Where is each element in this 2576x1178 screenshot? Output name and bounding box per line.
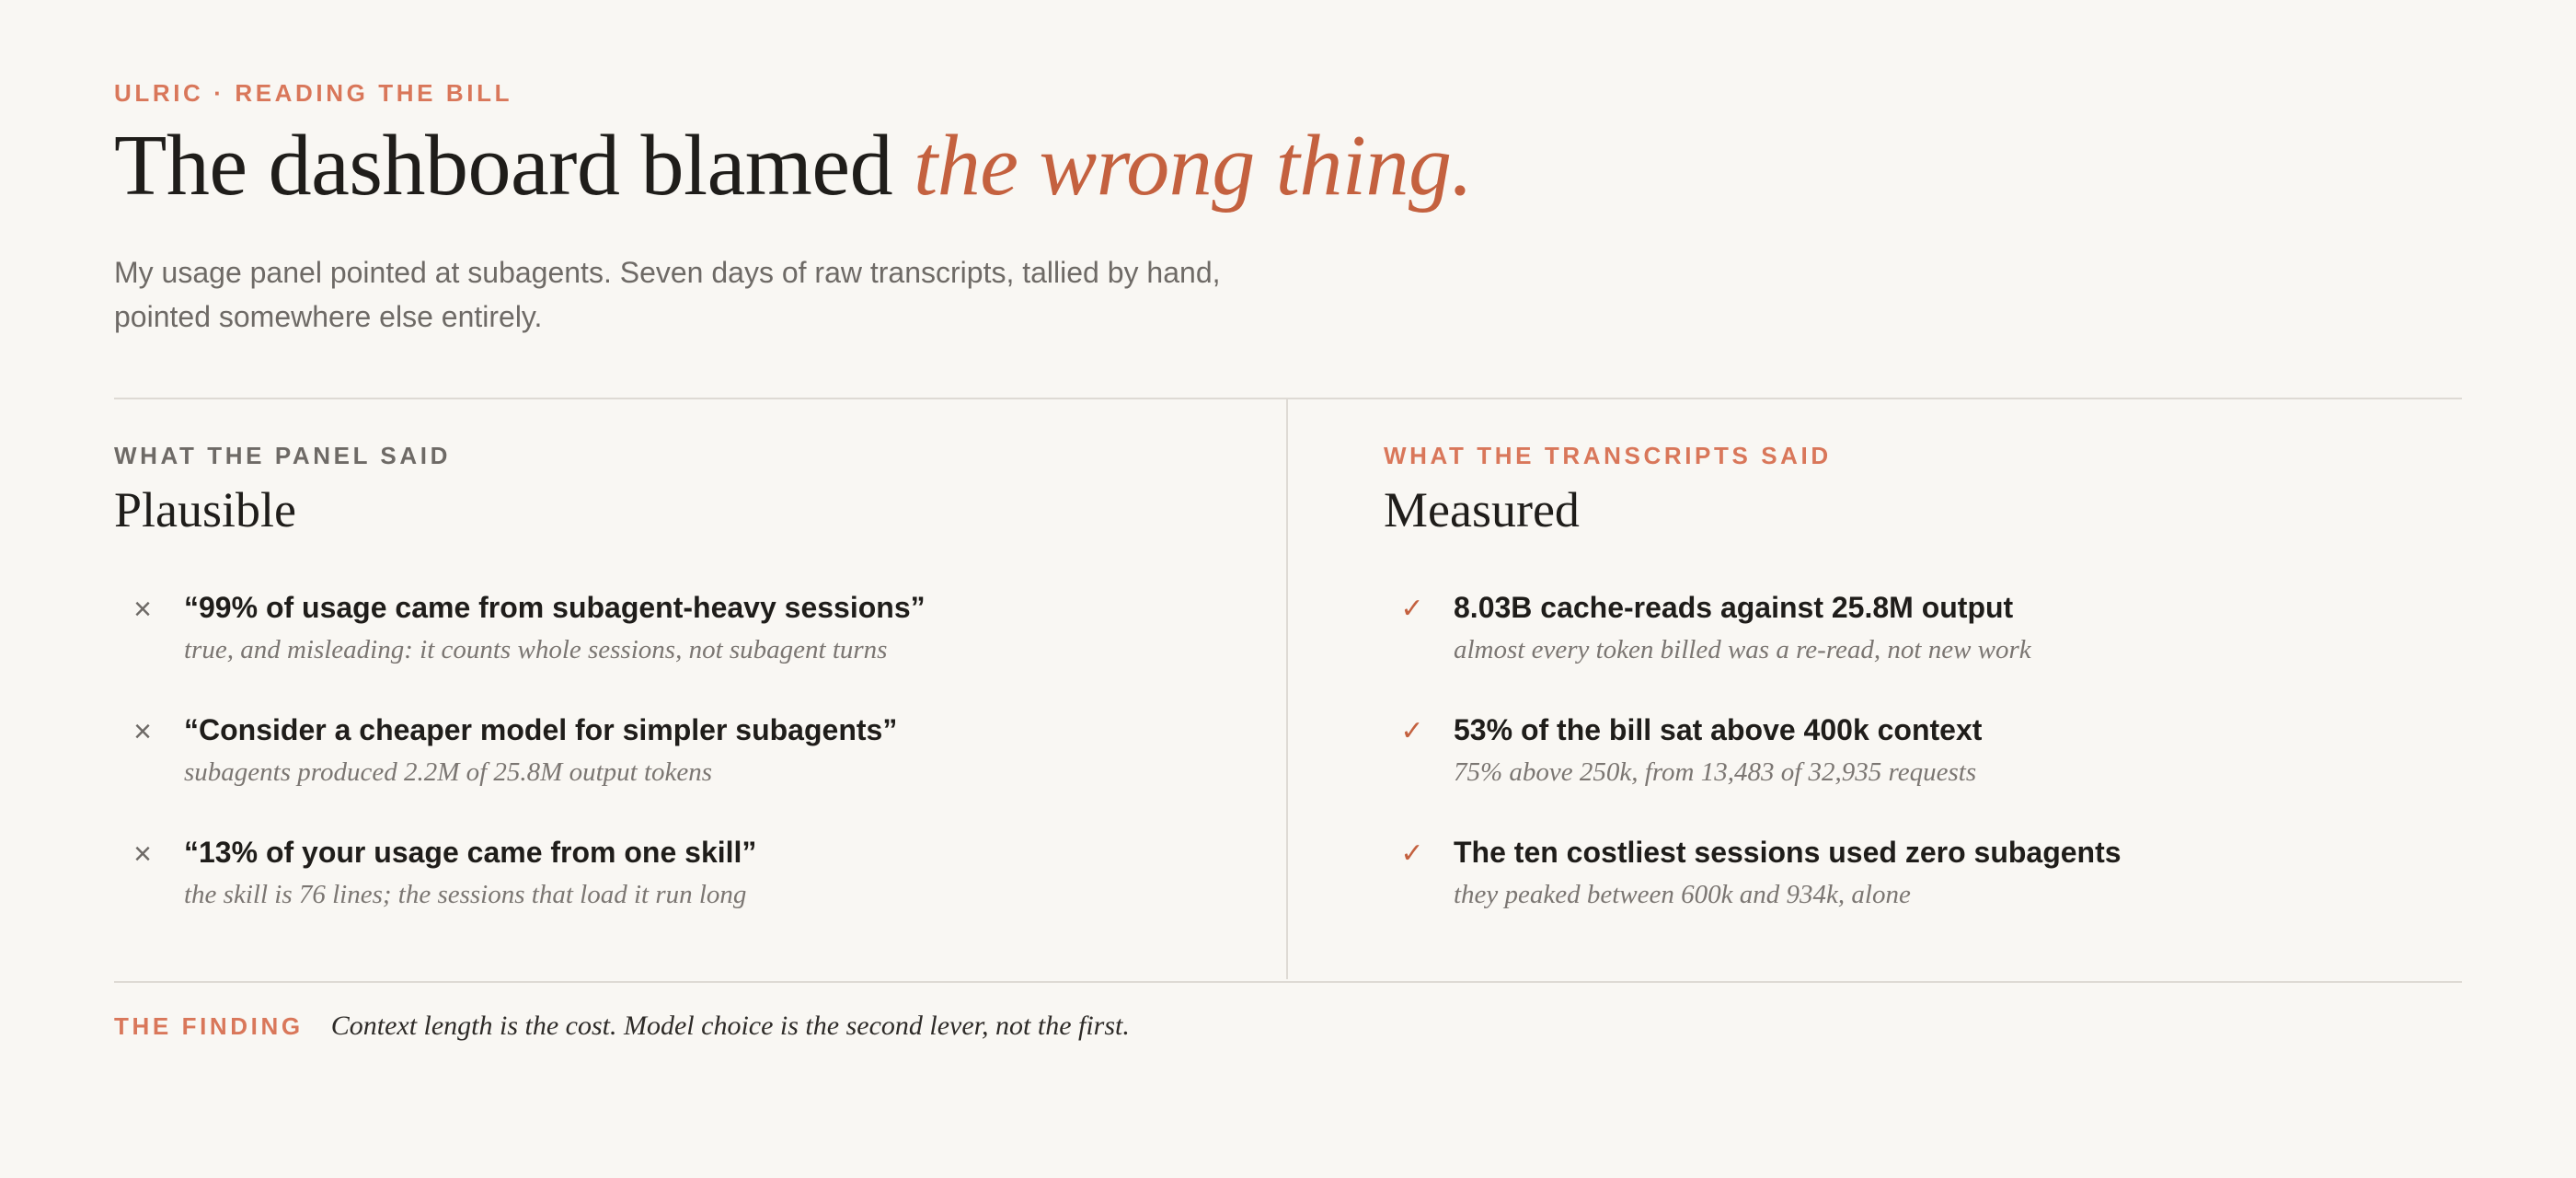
page-title <box>114 116 1473 215</box>
subtitle-line-1: My usage panel pointed at subagents. Seven days of raw transcripts, tallied by hand, <box>114 256 1221 289</box>
finding-note: almost every token billed was a re-read, not new work <box>1454 635 2031 664</box>
list-item <box>1384 710 2469 832</box>
list-item <box>114 587 1200 710</box>
finding-note: they peaked between 600k and 934k, alone <box>1454 880 1911 909</box>
list-item <box>114 832 1200 954</box>
claim-note: true, and misleading: it counts whole sessions, not subagent turns <box>184 635 888 664</box>
check-icon: ✓ <box>1400 716 1424 746</box>
finding-row <box>114 1011 1130 1042</box>
finding-text: 8.03B cache-reads against 25.8M output <box>1454 591 2014 624</box>
finding-text: The ten costliest sessions used zero subagents <box>1454 836 2122 869</box>
check-icon: ✓ <box>1400 594 1424 624</box>
finding-label: THE FINDING <box>114 1012 304 1040</box>
headline-plain: The dashboard blamed <box>114 118 914 214</box>
claim-text: “13% of your usage came from one skill” <box>184 836 757 869</box>
panel-column-label: WHAT THE PANEL SAID <box>114 442 451 469</box>
cross-icon: × <box>133 837 152 872</box>
subtitle <box>114 250 1402 339</box>
claim-note: the skill is 76 lines; the sessions that load it run long <box>184 880 747 909</box>
page <box>114 0 2462 1178</box>
transcripts-column-label: WHAT THE TRANSCRIPTS SAID <box>1384 442 1832 469</box>
eyebrow: ULRIC · READING THE BILL <box>114 79 513 107</box>
finding-text: 53% of the bill sat above 400k context <box>1454 713 1983 746</box>
top-divider <box>114 398 2462 399</box>
claim-note: subagents produced 2.2M of 25.8M output tokens <box>184 757 713 787</box>
cross-icon: × <box>133 714 152 749</box>
cross-icon: × <box>133 592 152 627</box>
panel-column <box>114 440 1200 954</box>
subtitle-line-2: pointed somewhere else entirely. <box>114 300 543 333</box>
claim-text: “99% of usage came from subagent-heavy sessions” <box>184 591 926 624</box>
finding-note: 75% above 250k, from 13,483 of 32,935 requests <box>1454 757 1977 787</box>
transcripts-findings-list <box>1384 587 2469 954</box>
column-divider <box>1286 399 1288 979</box>
panel-column-title: Plausible <box>114 482 296 537</box>
list-item <box>1384 587 2469 710</box>
check-icon: ✓ <box>1400 838 1424 869</box>
bottom-divider <box>114 981 2462 983</box>
transcripts-column <box>1384 440 2469 954</box>
finding-statement: Context length is the cost. Model choice is the second lever, not the first. <box>330 1011 1130 1041</box>
list-item <box>1384 832 2469 954</box>
list-item <box>114 710 1200 832</box>
transcripts-column-title: Measured <box>1384 482 1580 537</box>
claim-text: “Consider a cheaper model for simpler subagents” <box>184 713 898 746</box>
panel-claims-list <box>114 587 1200 954</box>
headline-accent: the wrong thing. <box>914 118 1473 214</box>
